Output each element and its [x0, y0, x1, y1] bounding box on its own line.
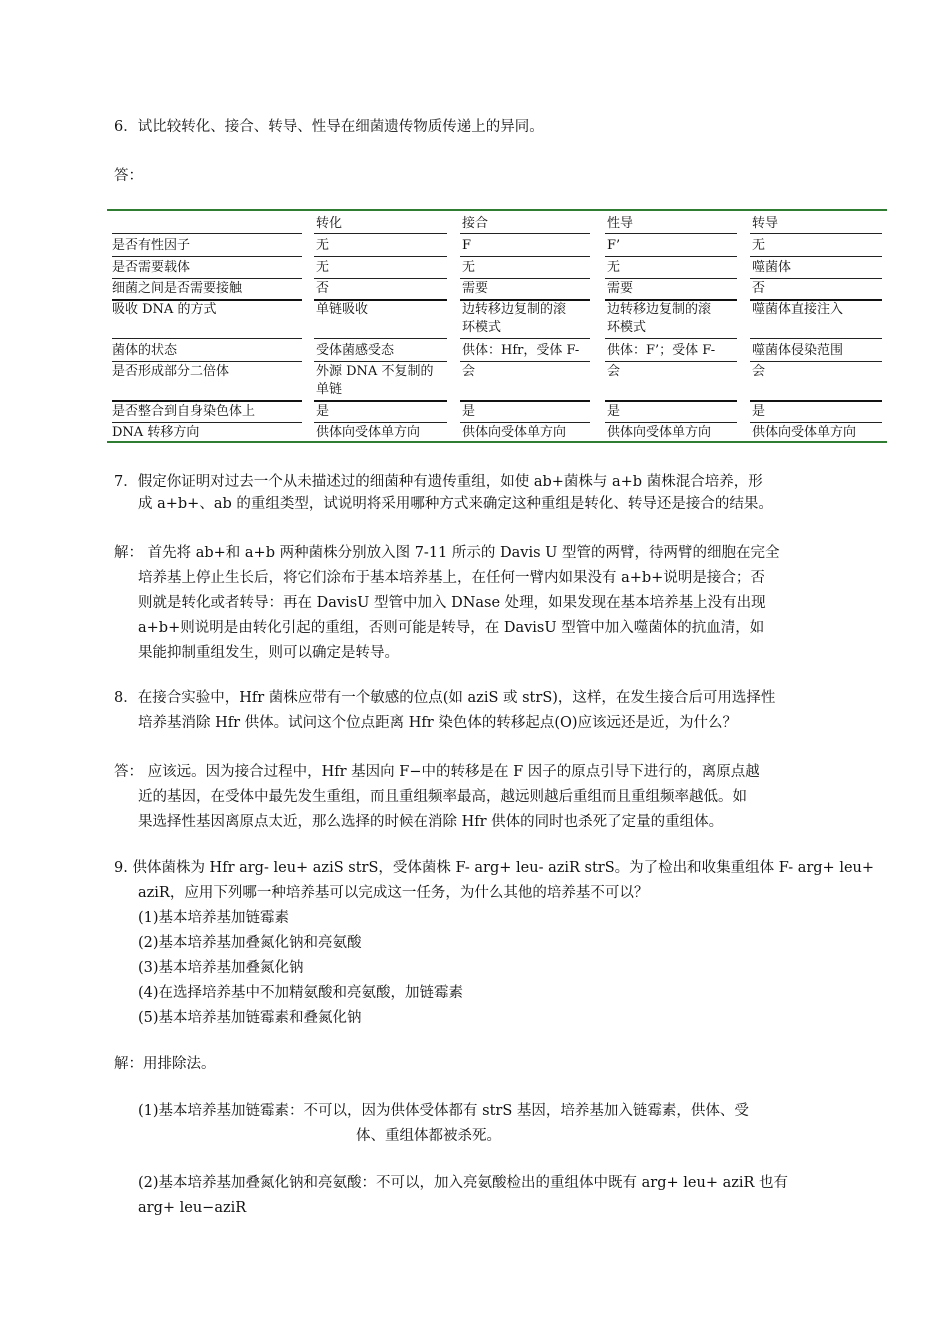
table-cell-rule: [605, 400, 737, 402]
table-header-cell: 接合: [462, 216, 489, 231]
table-cell-rule: [460, 278, 590, 279]
table-cell-continued: 环模式: [607, 320, 647, 335]
table-cell: F’: [607, 238, 621, 253]
q9-explanation-2a: (2)基本培养基加叠氮化钠和亮氨酸：不可以，加入亮氨酸检出的重组体中既有 arg+ leu+ aziR 也有: [138, 1175, 789, 1191]
table-cell: 无: [316, 238, 330, 253]
table-cell: 无: [462, 260, 476, 275]
table-cell-rule: [112, 338, 302, 339]
table-cell-rule: [112, 400, 302, 402]
table-cell-rule: [750, 278, 882, 279]
table-cell: 边转移边复制的滚: [462, 302, 567, 317]
table-cell: 供体向受体单方向: [752, 425, 857, 440]
table-cell-rule: [314, 361, 447, 362]
table-cell-continued: 单链: [316, 382, 343, 397]
table-row-label: 是否需要载体: [112, 260, 191, 275]
table-cell-rule: [460, 256, 590, 257]
q8-question-line1: 8．在接合实验中，Hfr 菌株应带有一个敏感的位点(如 aziS 或 strS)，这样，在发生接合后可用选择性: [114, 690, 776, 706]
table-cell-rule: [112, 361, 302, 362]
table-cell: 供体向受体单方向: [462, 425, 567, 440]
table-cell: 是: [607, 404, 621, 419]
table-cell-rule: [112, 278, 302, 279]
table-cell: 供体：F’；受体 F-: [607, 343, 716, 358]
table-cell-rule: [112, 233, 302, 234]
q7-answer-line3: 则就是转化或者转导：再在 DavisU 型管中加入 DNase 处理，如果发现在基本培养基上没有出现: [138, 595, 766, 611]
table-row-label: 细菌之间是否需要接触: [112, 281, 243, 296]
q7-question-line1: 7．假定你证明对过去一个从未描述过的细菌种有遗传重组，如使 ab+菌株与 a+b 菌株混合培养，形: [114, 474, 763, 490]
table-cell-rule: [750, 422, 882, 423]
table-row-label: 是否形成部分二倍体: [112, 364, 230, 379]
q9-question-line2: aziR，应用下列哪一种培养基可以完成这一任务，为什么其他的培养基不可以？: [138, 885, 649, 901]
table-cell: 边转移边复制的滚: [607, 302, 712, 317]
table-cell-rule: [460, 338, 590, 339]
table-cell-rule: [460, 361, 590, 362]
table-cell: 是: [462, 404, 476, 419]
table-cell-continued: 环模式: [462, 320, 502, 335]
table-cell-rule: [750, 256, 882, 257]
table-cell: 会: [462, 364, 476, 379]
table-cell-rule: [460, 422, 590, 423]
table-cell: 是: [316, 404, 330, 419]
table-cell-rule: [605, 233, 737, 234]
table-cell-rule: [750, 233, 882, 234]
q8-question-line2: 培养基消除 Hfr 供体。试问这个位点距离 Hfr 染色体的转移起点(O)应该远还是近，为什么？: [138, 715, 738, 731]
table-cell-rule: [605, 422, 737, 423]
table-cell-rule: [314, 233, 447, 234]
table-header-cell: 性导: [607, 216, 634, 231]
table-cell-rule: [605, 338, 737, 339]
table-cell-rule: [314, 278, 447, 279]
table-cell-rule: [112, 422, 302, 423]
q9-option-3: (3)基本培养基加叠氮化钠: [138, 960, 304, 976]
q9-option-5: (5)基本培养基加链霉素和叠氮化钠: [138, 1010, 362, 1026]
q9-option-4: (4)在选择培养基中不加精氨酸和亮氨酸，加链霉素: [138, 985, 464, 1001]
table-cell-rule: [314, 422, 447, 423]
q7-answer-line5: 果能抑制重组发生，则可以确定是转导。: [138, 645, 399, 661]
table-cell-rule: [605, 278, 737, 279]
table-cell-rule: [750, 338, 882, 339]
q8-answer-line1: 答： 应该远。因为接合过程中，Hfr 基因向 F−中的转移是在 F 因子的原点引导下进行的，离原点越: [114, 764, 760, 780]
q9-explanation-2b: arg+ leu−aziR: [138, 1200, 247, 1216]
q7-question-line2: 成 a+b+、ab 的重组类型，试说明将采用哪种方式来确定这种重组是转化、转导还是接合的结果。: [138, 496, 773, 512]
table-cell: 供体：Hfr，受体 F-: [462, 343, 580, 358]
table-header-cell: 转化: [316, 216, 343, 231]
q9-option-2: (2)基本培养基加叠氮化钠和亮氨酸: [138, 935, 362, 951]
table-cell-rule: [605, 256, 737, 257]
table-cell: 噬菌体侵染范围: [752, 343, 844, 358]
table-top-rule: [107, 209, 887, 211]
table-header-cell: 转导: [752, 216, 779, 231]
table-cell: 噬菌体: [752, 260, 792, 275]
table-cell-rule: [112, 256, 302, 257]
table-row-label: 是否有性因子: [112, 238, 191, 253]
table-cell: 会: [752, 364, 766, 379]
table-cell: 无: [316, 260, 330, 275]
table-row-label: 菌体的状态: [112, 343, 178, 358]
table-cell: 受体菌感受态: [316, 343, 395, 358]
table-cell-rule: [605, 361, 737, 362]
q7-answer-line2: 培养基上停止生长后，将它们涂布于基本培养基上，在任何一臂内如果没有 a+b+说明是接合；否: [138, 570, 765, 586]
table-cell: F: [462, 238, 472, 253]
table-cell: 供体向受体单方向: [607, 425, 712, 440]
table-cell: 单链吸收: [316, 302, 369, 317]
q9-option-1: (1)基本培养基加链霉素: [138, 910, 290, 926]
table-cell: 需要: [462, 281, 489, 296]
table-cell-rule: [460, 400, 590, 402]
table-cell-rule: [750, 361, 882, 362]
q9-question-line1: 9. 供体菌株为 Hfr arg- leu+ aziS strS，受体菌株 F- arg+ leu- aziR strS。为了检出和收集重组体 F- arg+ leu+: [114, 860, 875, 876]
q8-answer-line2: 近的基因，在受体中最先发生重组，而且重组频率最高，越远则越后重组而且重组频率越低。如: [138, 789, 747, 805]
table-row-label: DNA 转移方向: [112, 425, 200, 440]
q9-explanation-1b: 体、重组体都被杀死。: [356, 1128, 501, 1144]
table-row-label: 吸收 DNA 的方式: [112, 302, 217, 317]
table-cell-rule: [460, 233, 590, 234]
table-cell-rule: [750, 400, 882, 402]
table-cell-rule: [314, 256, 447, 257]
table-cell: 外源 DNA 不复制的: [316, 364, 434, 379]
q7-answer-line1: 解： 首先将 ab+和 a+b 两种菌株分别放入图 7-11 所示的 Davis U 型管的两臂，待两臂的细胞在完全: [114, 545, 780, 561]
q9-explanation-1a: (1)基本培养基加链霉素：不可以，因为供体受体都有 strS 基因，培养基加入链霉素，供体、受: [138, 1103, 749, 1119]
table-cell: 是: [752, 404, 766, 419]
table-cell: 无: [752, 238, 766, 253]
table-row-label: 是否整合到自身染色体上: [112, 404, 256, 419]
table-cell-rule: [314, 400, 447, 402]
table-cell: 无: [607, 260, 621, 275]
table-cell: 需要: [607, 281, 634, 296]
q6-question: 6．试比较转化、接合、转导、性导在细菌遗传物质传递上的异同。: [114, 119, 544, 135]
table-cell: 否: [316, 281, 330, 296]
table-cell-rule: [314, 338, 447, 339]
table-cell: 否: [752, 281, 766, 296]
q9-answer-label: 解：用排除法。: [114, 1056, 216, 1072]
q7-answer-line4: a+b+则说明是由转化引起的重组，否则可能是转导，在 DavisU 型管中加入噬菌体的抗血清，如: [138, 620, 765, 636]
table-cell: 供体向受体单方向: [316, 425, 421, 440]
q6-answer-label: 答：: [114, 168, 143, 184]
q8-answer-line3: 果选择性基因离原点太近，那么选择的时候在消除 Hfr 供体的同时也杀死了定量的重组体。: [138, 814, 724, 830]
table-cell: 会: [607, 364, 621, 379]
table-cell: 噬菌体直接注入: [752, 302, 844, 317]
